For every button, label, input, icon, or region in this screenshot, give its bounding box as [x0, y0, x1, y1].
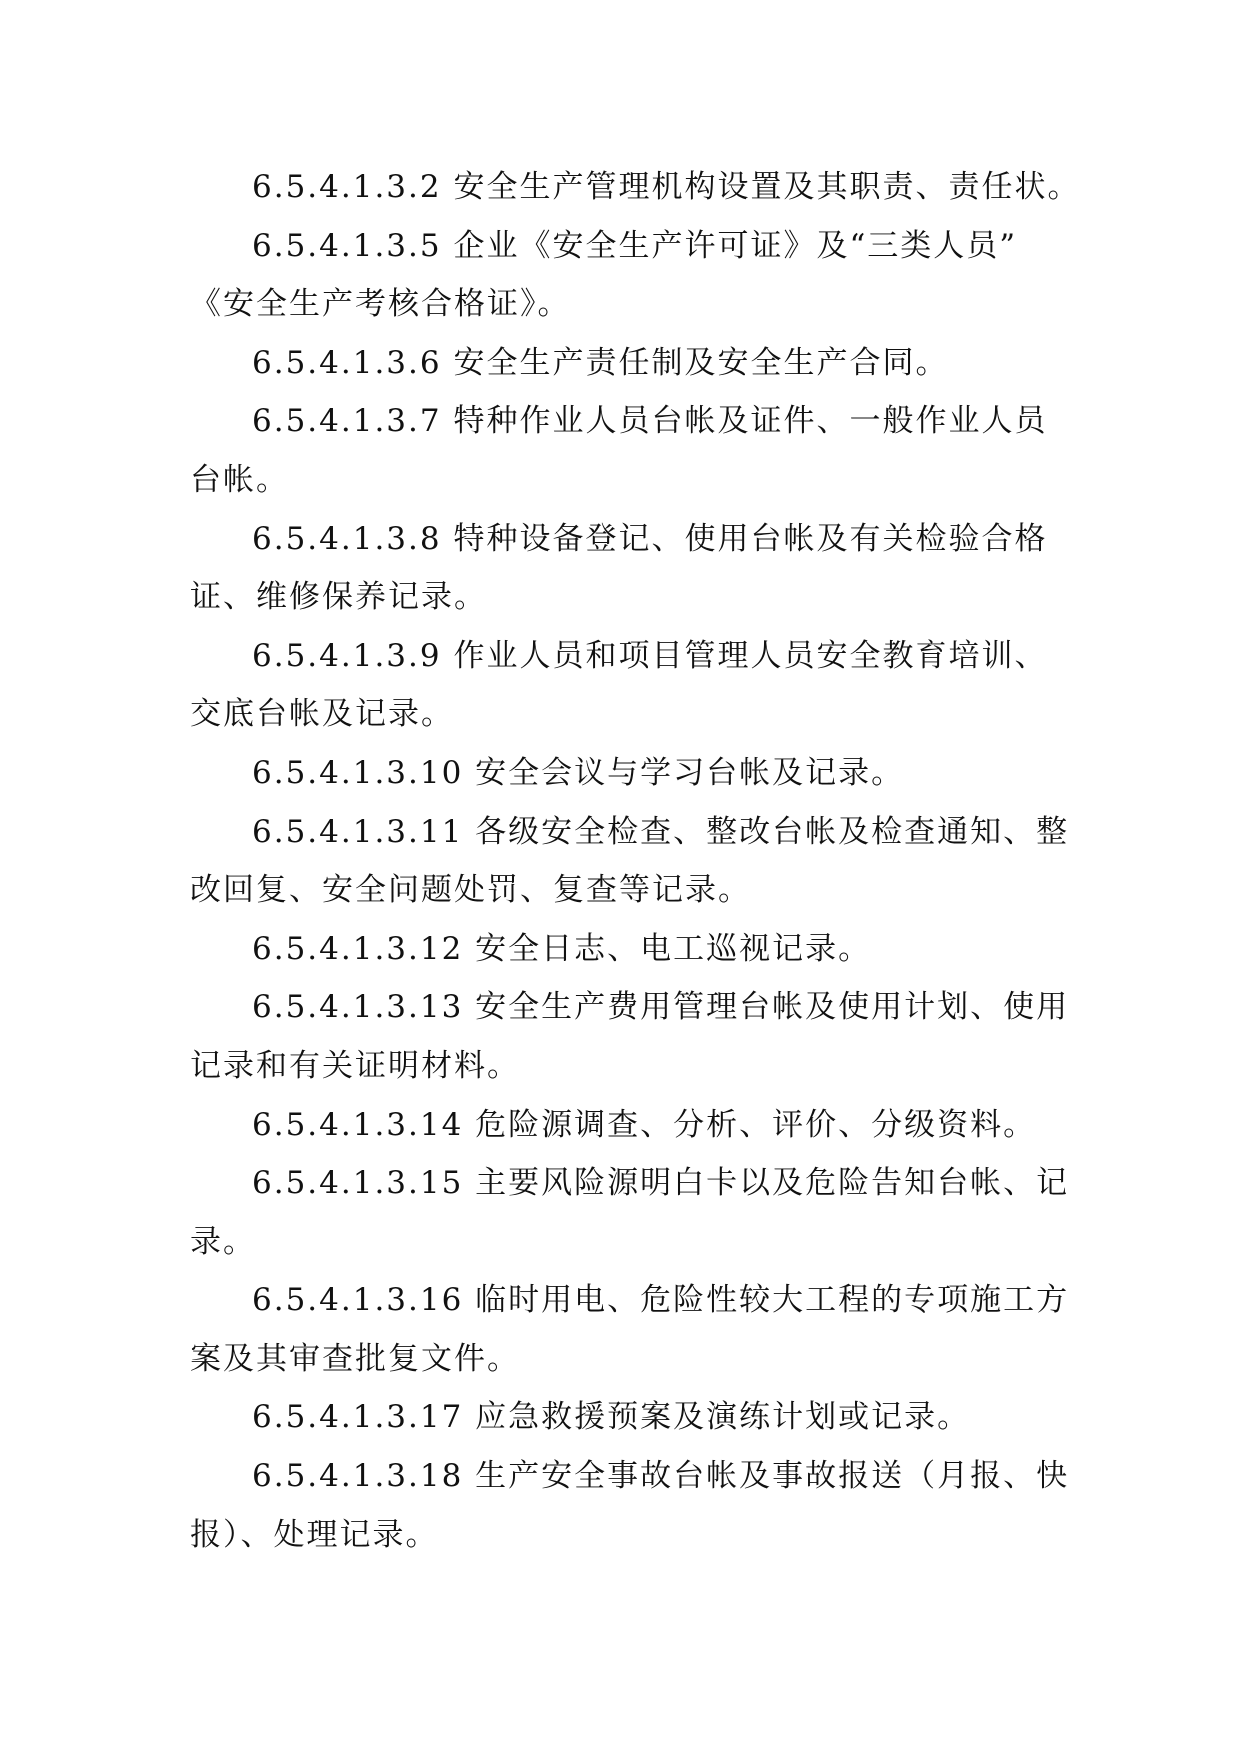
text-line: 6.5.4.1.3.18 生产安全事故台帐及事故报送（月报、快: [252, 1458, 1070, 1495]
text-line: 6.5.4.1.3.9 作业人员和项目管理人员安全教育培训、: [252, 637, 1048, 674]
document-body: [190, 158, 1081, 1564]
text-line: 6.5.4.1.3.6 安全生产责任制及安全生产合同。: [252, 344, 949, 381]
text-line: 6.5.4.1.3.16 临时用电、危险性较大工程的专项施工方: [252, 1282, 1070, 1319]
text-line: 6.5.4.1.3.17 应急救援预案及演练计划或记录。: [252, 1399, 971, 1436]
text-line: 6.5.4.1.3.5 企业《安全生产许可证》及“三类人员”: [252, 227, 1018, 264]
text-line: 交底台帐及记录。: [190, 696, 454, 733]
text-line: 改回复、安全问题处罚、复查等记录。: [190, 872, 751, 909]
text-line: 《安全生产考核合格证》。: [190, 286, 571, 323]
text-line: 6.5.4.1.3.13 安全生产费用管理台帐及使用计划、使用: [252, 989, 1070, 1026]
text-line: 6.5.4.1.3.11 各级安全检查、整改台帐及检查通知、整: [252, 813, 1070, 850]
text-line: 录。: [190, 1223, 256, 1260]
text-line: 案及其审查批复文件。: [190, 1340, 520, 1377]
text-line: 6.5.4.1.3.15 主要风险源明白卡以及危险告知台帐、记: [252, 1165, 1070, 1202]
text-line: 6.5.4.1.3.7 特种作业人员台帐及证件、一般作业人员: [252, 403, 1048, 440]
text-line: 6.5.4.1.3.8 特种设备登记、使用台帐及有关检验合格: [252, 520, 1048, 557]
text-line: 6.5.4.1.3.12 安全日志、电工巡视记录。: [252, 930, 872, 967]
text-line: 6.5.4.1.3.14 危险源调查、分析、评价、分级资料。: [252, 1106, 1037, 1143]
text-line: 记录和有关证明材料。: [190, 1047, 520, 1084]
text-line: 证、维修保养记录。: [190, 579, 487, 616]
text-line: 报）、处理记录。: [190, 1516, 439, 1553]
text-line: 6.5.4.1.3.2 安全生产管理机构设置及其职责、责任状。: [252, 169, 1081, 205]
text-line: 台帐。: [190, 461, 289, 498]
text-line: 6.5.4.1.3.10 安全会议与学习台帐及记录。: [252, 754, 905, 791]
